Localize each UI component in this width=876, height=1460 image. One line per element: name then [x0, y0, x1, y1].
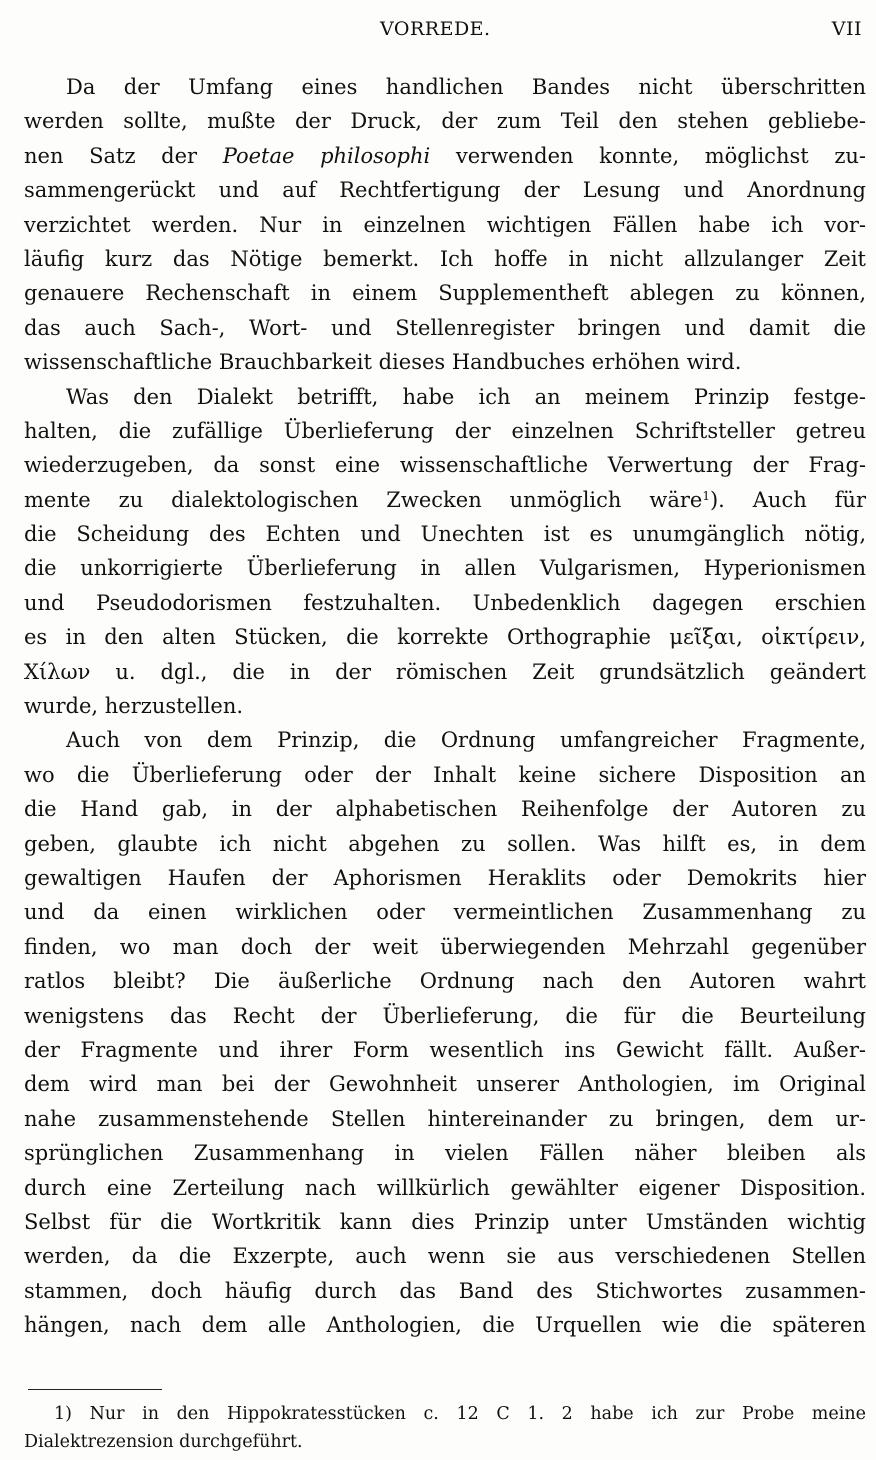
text-line: das auch Sach-, Wort- und Stellenregister bringen und damit die	[24, 315, 866, 340]
text-line: läufig kurz das Nötige bemerkt. Ich hoffe in nicht allzulanger Zeit	[24, 246, 866, 271]
text-line: stammen, doch häufig durch das Band des Stichwortes zusammen-	[24, 1278, 866, 1303]
text-line: Χίλων u. dgl., die in der römischen Zeit grundsätzlich geändert	[24, 659, 866, 684]
text-line: der Fragmente und ihrer Form wesentlich ins Gewicht fällt. Außer-	[24, 1037, 866, 1062]
text-line: genauere Rechenschaft in einem Supplementheft ablegen zu können,	[24, 281, 866, 306]
running-header	[0, 14, 876, 44]
text-line: nen Satz der Poetae philosophi verwenden konnte, möglichst zu-	[24, 143, 867, 168]
text-line: wurde, herzustellen.	[24, 694, 244, 719]
footnote-divider	[28, 1389, 162, 1390]
text-line: verzichtet werden. Nur in einzelnen wichtigen Fällen habe ich vor-	[24, 212, 866, 237]
text-line: wenigstens das Recht der Überlieferung, die für die Beurteilung	[24, 1003, 866, 1028]
text-line: halten, die zufällige Überlieferung der einzelnen Schriftsteller getreu	[24, 418, 866, 443]
footnote-marker: 1	[702, 488, 710, 503]
footnote-line: 1) Nur in den Hippokratesstücken c. 12 C 1. 2 habe ich zur Probe meine	[54, 1404, 866, 1424]
footnote-line: Dialektrezension durchgeführt.	[24, 1432, 303, 1452]
text-line: durch eine Zerteilung nach willkürlich gewählter eigener Disposition.	[24, 1175, 866, 1200]
text-line: Auch von dem Prinzip, die Ordnung umfangreicher Fragmente,	[66, 728, 866, 753]
text-line: die Hand gab, in der alphabetischen Reihenfolge der Autoren zu	[24, 797, 866, 822]
text-line: wissenschaftliche Brauchbarkeit dieses Handbuches erhöhen wird.	[24, 350, 742, 375]
italic-title: Poetae philosophi	[222, 143, 431, 168]
text-line: wiederzugeben, da sonst eine wissenschaftliche Verwertung der Frag-	[24, 453, 866, 478]
text-line: gewaltigen Haufen der Aphorismen Heraklits oder Demokrits hier	[24, 865, 866, 890]
text-line: geben, glaubte ich nicht abgehen zu sollen. Was hilft es, in dem	[24, 831, 866, 856]
text-line: hängen, nach dem alle Anthologien, die Urquellen wie die späteren	[24, 1313, 866, 1338]
text-line: und da einen wirklichen oder vermeintlichen Zusammenhang zu	[24, 900, 866, 925]
page-number: VII	[831, 18, 862, 40]
text-line: und Pseudodorismen festzuhalten. Unbedenklich dagegen erschien	[24, 590, 866, 615]
main-text	[24, 70, 866, 1342]
text-line: finden, wo man doch der weit überwiegenden Mehrzahl gegenüber	[24, 934, 866, 959]
text-line: Was den Dialekt betrifft, habe ich an meinem Prinzip festge-	[66, 384, 866, 409]
text-line: dem wird man bei der Gewohnheit unserer Anthologien, im Original	[24, 1072, 866, 1097]
text-line: sprünglichen Zusammenhang in vielen Fällen näher bleiben als	[24, 1141, 866, 1166]
text-line: nahe zusammenstehende Stellen hintereinander zu bringen, dem ur-	[24, 1106, 866, 1131]
text-line: es in den alten Stücken, die korrekte Orthographie μεῖξαι, οἰκτίρειν,	[24, 625, 866, 650]
text-line: die Scheidung des Echten und Unechten ist es unumgänglich nötig,	[24, 522, 866, 547]
text-line: werden sollte, mußte der Druck, der zum Teil den stehen gebliebe-	[24, 109, 866, 134]
text-line: ratlos bleibt? Die äußerliche Ordnung nach den Autoren wahrt	[24, 969, 866, 994]
text-line: wo die Überlieferung oder der Inhalt keine sichere Disposition an	[24, 762, 866, 787]
text-line: die unkorrigierte Überlieferung in allen Vulgarismen, Hyperionismen	[24, 556, 866, 581]
text-line: mente zu dialektologischen Zwecken unmöglich wäre$^1$). Auch für	[24, 487, 866, 512]
footnote	[24, 1400, 866, 1456]
text-line: werden, da die Exzerpte, auch wenn sie aus verschiedenen Stellen	[24, 1244, 866, 1269]
text-line: Da der Umfang eines handlichen Bandes nicht überschritten	[66, 75, 866, 99]
running-title: VORREDE.	[380, 18, 491, 40]
text-line: sammengerückt und auf Rechtfertigung der Lesung und Anordnung	[24, 178, 866, 203]
text-line: Selbst für die Wortkritik kann dies Prinzip unter Umständen wichtig	[24, 1209, 866, 1234]
